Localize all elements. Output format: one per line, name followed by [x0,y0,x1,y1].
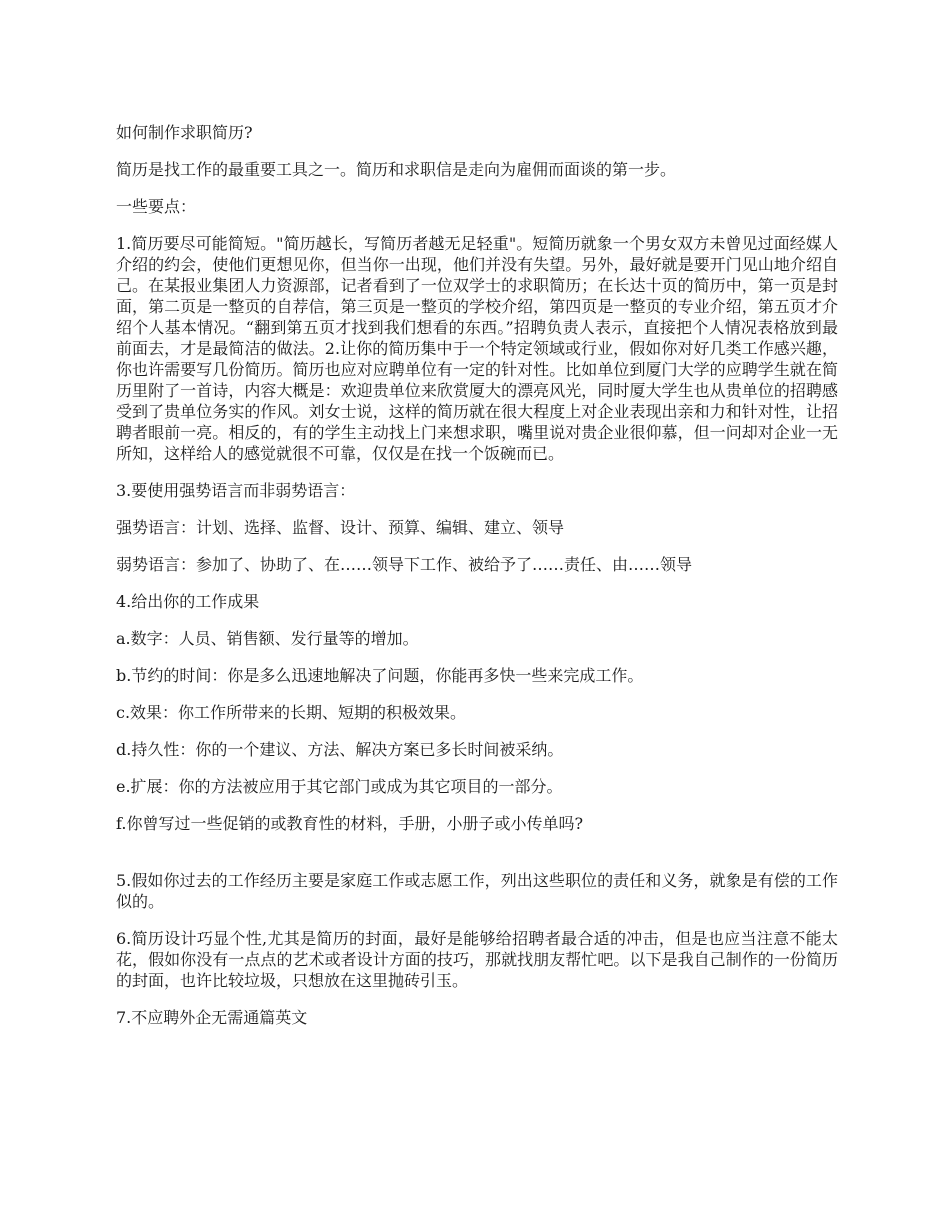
list-item-b: b.节约的时间：你是多么迅速地解决了问题，你能再多快一些来完成工作。 [116,666,644,685]
document-title: 如何制作求职简历? [116,123,253,142]
list-item-a: a.数字：人员、销售额、发行量等的增加。 [116,629,419,648]
point-4-heading: 4.给出你的工作成果 [116,592,260,611]
list-item-d: d.持久性：你的一个建议、方法、解决方案已多长时间被采纳。 [116,740,564,759]
point-1-2-paragraph: 1.简历要尽可能简短。"简历越长，写简历者越无足轻重"。短简历就象一个男女双方未曾见过面经媒人介绍的约会，使他们更想见你，但当你一出现，他们并没有失望。另外，最好就是要开门见山地介绍自己。在某报业集团人力资源部，记者看到了一位双学士的求职简历；在长达十页的简历中，第一页是封面，第二页是一整页的自荐信，第三页是一整页的学校介绍，第四页是一整页的专业介绍，第五页才介绍个人基本情况。“翻到第五页才找到我们想看的东西。”招聘负责人表示，直接把个人情况表格放到最前面去，才是最简洁的做法。2.让你的简历集中于一个特定领域或行业，假如你对好几类工作感兴趣，你也许需要写几份简历。简历也应对应聘单位有一定的针对性。比如单位到厦门大学的应聘学生就在简历里附了一首诗，内容大概是：欢迎贵单位来欣赏厦大的漂亮风光，同时厦大学生也从贵单位的招聘感受到了贵单位务实的作风。刘女士说，这样的简历就在很大程度上对企业表现出亲和力和针对性，让招聘者眼前一亮。相反的，有的学生主动找上门来想求职，嘴里说对贵企业很仰慕，但一问却对企业一无所知，这样给人的感觉就很不可靠，仅仅是在找一个饭碗而已。 [116,234,838,463]
list-item-c: c.效果：你工作所带来的长期、短期的积极效果。 [116,703,467,722]
list-item-e: e.扩展：你的方法被应用于其它部门或成为其它项目的一部分。 [116,777,563,796]
document-page [116,122,838,1044]
strong-language-line: 强势语言：计划、选择、监督、设计、预算、编辑、建立、领导 [116,518,565,537]
points-heading: 一些要点： [116,197,197,216]
list-item-f: f.你曾写过一些促销的或教育性的材料，手册，小册子或小传单吗? [116,814,584,833]
point-6-paragraph: 6.简历设计巧显个性,尤其是简历的封面，最好是能够给招聘者最合适的冲击，但是也应当注意不能太花，假如你没有一点点的艺术或者设计方面的技巧，那就找朋友帮忙吧。以下是我自己制作的一份简历的封面，也许比较垃圾，只想放在这里抛砖引玉。 [116,929,838,990]
point-5-paragraph: 5.假如你过去的工作经历主要是家庭工作或志愿工作，列出这些职位的责任和义务，就象是有偿的工作似的。 [116,871,838,911]
intro-paragraph: 简历是找工作的最重要工具之一。简历和求职信是走向为雇佣而面谈的第一步。 [116,160,677,179]
point-3-heading: 3.要使用强势语言而非弱势语言： [116,481,356,500]
point-7-paragraph: 7.不应聘外企无需通篇英文 [116,1008,308,1027]
weak-language-line: 弱势语言：参加了、协助了、在……领导下工作、被给予了……责任、由……领导 [116,555,693,574]
